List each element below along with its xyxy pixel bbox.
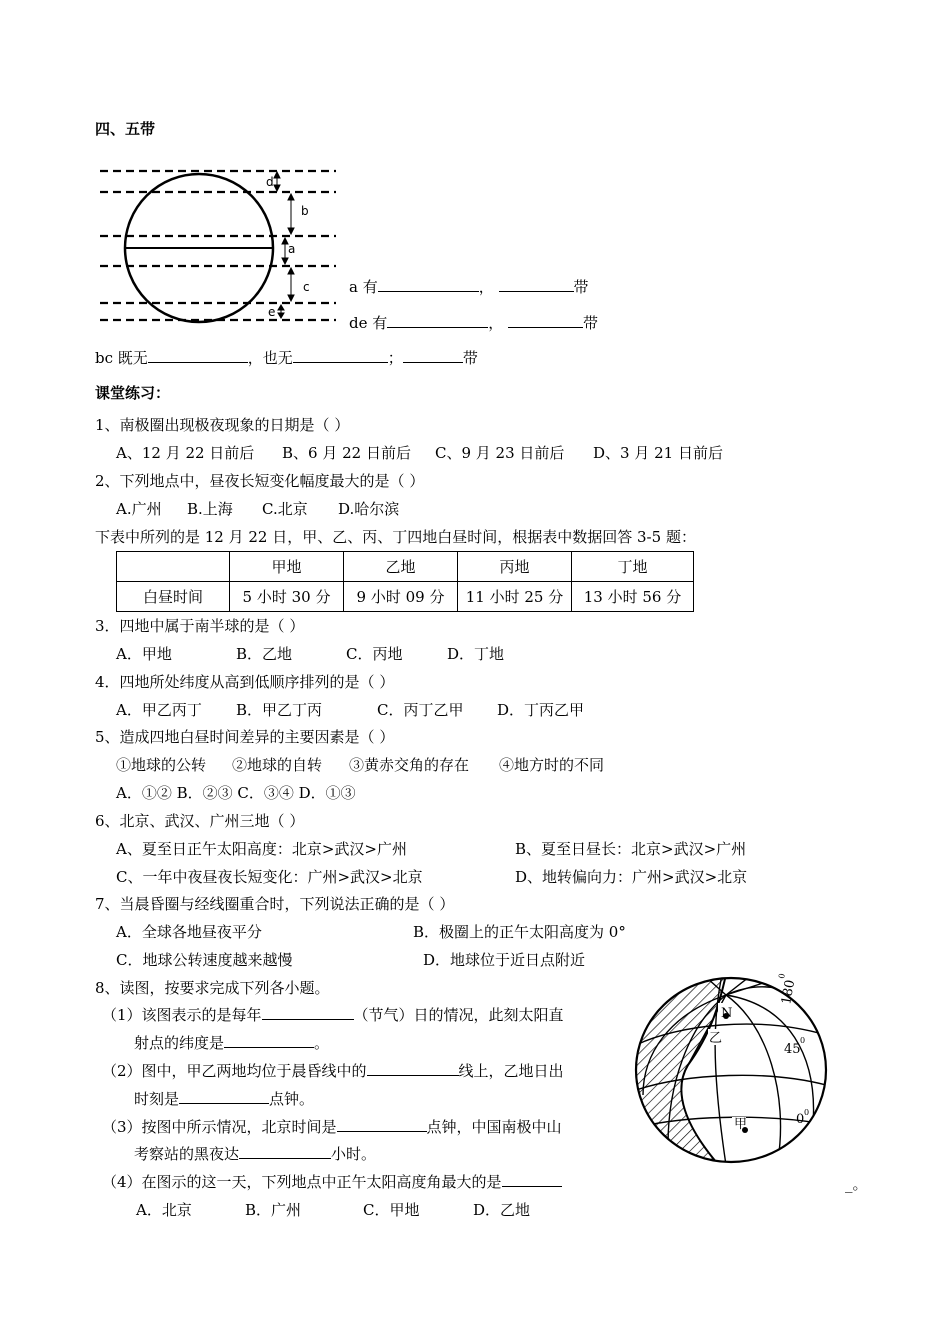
q5-factor-3: ③黄赤交角的存在 [349,756,470,774]
q5-options[interactable]: A．①② B．②③ C．③④ D．①③ [116,784,356,802]
zone-a-line: a 有 ， 带 [349,278,589,296]
q8-sub4: （4）在图示的这一天，下列地点中正午太阳高度角最大的是 [102,1171,562,1192]
q5-factor-2: ②地球的自转 [232,756,323,774]
q8-stem: 8、读图，按要求完成下列各小题。 [95,979,330,997]
q8-sub1-line2: 射点的纬度是 。 [134,1034,330,1052]
zone-label-e: e [268,305,276,319]
q4-option-d[interactable]: D．丁丙乙甲 [497,701,585,719]
zone-bc-line: bc 既无 ，也无 ； 带 [95,349,478,367]
q2-option-d[interactable]: D.哈尔滨 [338,500,400,518]
zone-label-a: a [288,242,296,256]
q7-option-d[interactable]: D．地球位于近日点附近 [423,951,586,969]
q2-option-a[interactable]: A.广州 [116,500,162,518]
q7-option-c[interactable]: C．地球公转速度越来越慢 [116,951,293,969]
blank[interactable] [367,1061,459,1076]
globe-label-45-deg: 0 [800,1036,806,1045]
blank[interactable] [378,277,479,292]
blank[interactable] [148,348,248,363]
q8-sub1-line1: （1）该图表示的是每年 （节气）日的情况，此刻太阳直 [102,1006,564,1024]
q4-option-c[interactable]: C．丙丁乙甲 [377,701,464,719]
q8-sub4-end: _。 [845,1175,868,1193]
globe-label-0-deg: 0 [804,1108,810,1117]
blank[interactable] [293,348,388,363]
q6-option-a[interactable]: A、夏至日正午太阳高度：北京>武汉>广州 [116,840,407,858]
table-intro: 下表中所列的是 12 月 22 日，甲、乙、丙、丁四地白昼时间，根据表中数据回答 3-5 题： [95,528,696,546]
q8-sub2-line1: （2）图中，甲乙两地均位于晨昏线中的 线上，乙地日出 [102,1062,564,1080]
q8-option-d[interactable]: D．乙地 [473,1201,531,1219]
table-cell: 11 小时 25 分 [458,582,572,612]
globe-label-180-deg: 0 [777,972,787,980]
table-cell: 5 小时 30 分 [230,582,344,612]
q3-option-d[interactable]: D．丁地 [447,645,505,663]
q2-stem: 2、下列地点中，昼夜长短变化幅度最大的是（ ） [95,472,425,490]
q8-sub2-line2: 时刻是 点钟。 [134,1090,315,1108]
q1-option-a[interactable]: A、12 月 22 日前后 [116,444,255,462]
table-cell: 9 小时 09 分 [344,582,458,612]
q4-stem: 4．四地所处纬度从高到低顺序排列的是（ ） [95,673,395,691]
blank[interactable] [179,1089,269,1104]
q5-factor-1: ①地球的公转 [116,756,207,774]
q8-option-a[interactable]: A．北京 [136,1201,192,1219]
q1-option-c[interactable]: C、9 月 23 日前后 [435,444,565,462]
q8-sub3-line2: 考察站的黑夜达 小时。 [134,1145,377,1163]
q1-option-b[interactable]: B、6 月 22 日前后 [282,444,411,462]
section-title: 四、五带 [95,120,156,138]
zone-label-c: c [303,280,310,294]
table-header-cell: 丁地 [572,552,694,582]
q6-stem: 6、北京、武汉、广州三地（ ） [95,812,305,830]
q3-option-c[interactable]: C．丙地 [346,645,403,663]
globe-label-yi: 乙 [709,1031,723,1046]
q4-option-b[interactable]: B．甲乙丁丙 [236,701,323,719]
q1-option-d[interactable]: D、3 月 21 日前后 [593,444,723,462]
q5-factor-4: ④地方时的不同 [499,756,605,774]
blank[interactable] [403,348,463,363]
q6-option-d[interactable]: D、地转偏向力：广州>武汉>北京 [515,868,748,886]
blank[interactable] [239,1144,331,1159]
zone-label-b: b [301,204,309,218]
q3-option-a[interactable]: A．甲地 [116,645,172,663]
zone-label-d: d [266,175,274,189]
q3-stem: 3．四地中属于南半球的是（ ） [95,617,305,635]
blank[interactable] [508,313,583,328]
globe-diagram [628,965,838,1170]
blank[interactable] [387,313,488,328]
q4-option-a[interactable]: A．甲乙丙丁 [116,701,202,719]
table-row-label: 白昼时间 [117,582,230,612]
globe-label-180: 180 [779,978,799,1006]
globe-label-jia: 甲 [734,1117,748,1132]
table-header-cell [117,552,230,582]
globe-label-0: 0 [796,1112,805,1127]
blank[interactable] [499,277,574,292]
table-row [117,582,694,612]
q7-option-b[interactable]: B．极圈上的正午太阳高度为 0° [413,923,626,941]
blank[interactable] [262,1005,354,1020]
q6-option-b[interactable]: B、夏至日昼长：北京>武汉>广州 [515,840,747,858]
table-header-cell: 乙地 [344,552,458,582]
daylight-table [116,551,694,612]
q2-option-b[interactable]: B.上海 [187,500,233,518]
table-header-cell: 丙地 [458,552,572,582]
globe-label-n: N [721,1006,733,1021]
q7-option-a[interactable]: A．全球各地昼夜平分 [116,923,262,941]
q3-option-b[interactable]: B．乙地 [236,645,293,663]
blank[interactable] [337,1117,427,1132]
q7-stem: 7、当晨昏圈与经线圈重合时，下列说法正确的是（ ） [95,895,455,913]
blank[interactable] [502,1172,562,1187]
practice-title: 课堂练习： [95,384,171,402]
blank[interactable] [224,1033,314,1048]
five-zones-diagram [96,160,341,330]
table-header-row [117,552,694,582]
zone-de-line: de 有 ， 带 [349,314,599,332]
q8-option-c[interactable]: C．甲地 [363,1201,420,1219]
table-cell: 13 小时 56 分 [572,582,694,612]
table-header-cell: 甲地 [230,552,344,582]
q8-sub3-line1: （3）按图中所示情况，北京时间是 点钟，中国南极中山 [102,1118,562,1136]
globe-label-45: 45 [784,1042,801,1057]
q5-stem: 5、造成四地白昼时间差异的主要因素是（ ） [95,728,395,746]
q6-option-c[interactable]: C、一年中夜昼夜长短变化：广州>武汉>北京 [116,868,423,886]
q1-stem: 1、南极圈出现极夜现象的日期是（ ） [95,416,350,434]
q2-option-c[interactable]: C.北京 [262,500,308,518]
q8-option-b[interactable]: B．广州 [245,1201,302,1219]
